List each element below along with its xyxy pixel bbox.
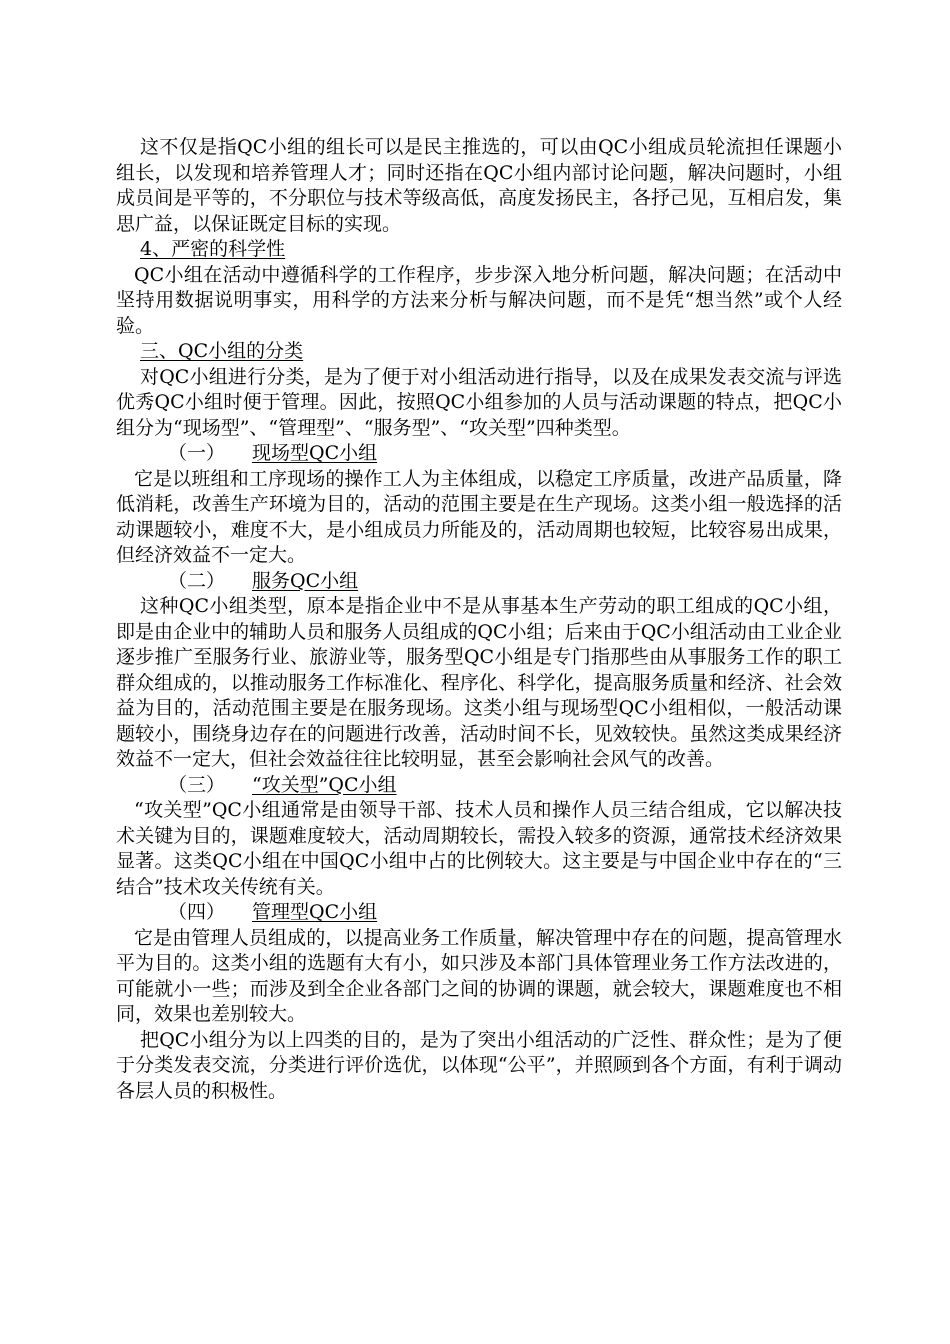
subheading-management-type-title: 管理型QC小组 (252, 901, 378, 923)
subheading-tackle-type-number: （三） (168, 773, 226, 796)
paragraph-management-type: 它是由管理人员组成的，以提高业务工作质量，解决管理中存在的问题，提高管理水平为目的。这类小组的选题有大有小，如只涉及本部门具体管理业务工作方法改进的，可能就小一些；而涉及到全企业各部门之间的协调的课题，就会较大，课题难度也不相同，效果也差别较大。 (116, 926, 842, 1025)
heading-scientific-text: 4、严密的科学性 (140, 238, 286, 260)
heading-classification-text: 三、QC小组的分类 (140, 340, 304, 362)
subheading-service-type-number: （二） (168, 569, 226, 592)
subheading-management-type-number: （四） (168, 901, 226, 923)
paragraph-site-type: 它是以班组和工序现场的操作工人为主体组成，以稳定工序质量，改进产品质量，降低消耗，改善生产环境为目的，活动的范围主要是在生产现场。这类小组一般选择的活动课题较小，难度不大，是小组成员力所能及的，活动周期也较短，比较容易出成果，但经济效益不一定大。 (116, 467, 842, 566)
subheading-tackle-type-title: “攻关型”QC小组 (252, 773, 397, 796)
paragraph-service-type: 这种QC小组类型，原本是指企业中不是从事基本生产劳动的职工组成的QC小组，即是由企业中的辅助人员和服务人员组成的QC小组；后来由于QC小组活动由工业企业逐步推广至服务行业、旅游业等，服务型QC小组是专门指那些由从事服务工作的职工群众组成的，以推动服务工作标准化、程序化、科学化，提高服务质量和经济、社会效益为目的，活动范围主要是在服务现场。这类小组与现场型QC小组相似，一般活动课题较小，围绕身边存在的问题进行改善，活动时间不长，见效较快。虽然这类成果经济效益不一定大，但社会效益往往比较明显，甚至会影响社会风气的改善。 (116, 595, 842, 770)
paragraph-classification-purpose: 把QC小组分为以上四类的目的，是为了突出小组活动的广泛性、群众性；是为了便于分类发表交流，分类进行评价选优，以体现“公平”，并照顾到各个方面，有利于调动各层人员的积极性。 (116, 1028, 842, 1102)
paragraph-democracy: 这不仅是指QC小组的组长可以是民主推选的，可以由QC小组成员轮流担任课题小组长，以发现和培养管理人才；同时还指在QC小组内部讨论问题，解决问题时，小组成员间是平等的，不分职位与技术等级高低，高度发扬民主，各抒己见，互相启发，集思广益，以保证既定目标的实现。 (116, 136, 842, 235)
paragraph-classification-intro: 对QC小组进行分类，是为了便于对小组活动进行指导，以及在成果发表交流与评选优秀QC小组时便于管理。因此，按照QC小组参加的人员与活动课题的特点，把QC小组分为“现场型”、“管理型”、“服务型”、“攻关型”四种类型。 (116, 365, 842, 439)
subheading-service-type-title: 服务QC小组 (252, 569, 359, 592)
heading-scientific (116, 237, 842, 263)
paragraph-scientific: QC小组在活动中遵循科学的工作程序，步步深入地分析问题，解决问题；在活动中坚持用数据说明事实，用科学的方法来分析与解决问题，而不是凭“想当然”或个人经验。 (116, 263, 842, 337)
subheading-site-type (116, 441, 842, 467)
paragraph-tackle-type: “攻关型”QC小组通常是由领导干部、技术人员和操作人员三结合组成，它以解决技术关键为目的，课题难度较大，活动周期较长，需投入较多的资源，通常技术经济效果显著。这类QC小组在中国QC小组中占的比例较大。这主要是与中国企业中存在的“三结合”技术攻关传统有关。 (116, 799, 842, 898)
subheading-site-type-number: （一） (168, 442, 226, 464)
heading-classification (116, 339, 842, 365)
subheading-tackle-type (116, 773, 842, 799)
subheading-site-type-title: 现场型QC小组 (252, 442, 378, 464)
document-body (116, 135, 842, 1104)
subheading-management-type (116, 900, 842, 926)
subheading-service-type (116, 569, 842, 595)
